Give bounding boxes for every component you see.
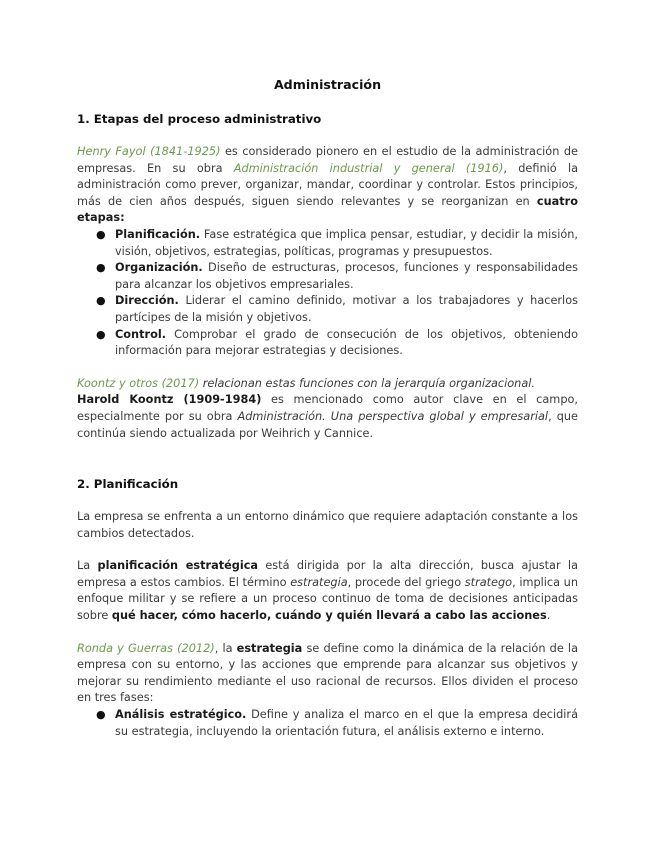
list-item-text: Define y analiza el marco en el que la empresa decidirá su estrategia, incluyendo la orientación futura, el análisis externo e interno.	[115, 708, 578, 738]
citation-koontz: Koontz y otros (2017)	[77, 376, 200, 390]
section-heading-planificacion: 2. Planificación	[77, 477, 179, 492]
list-fases	[77, 707, 578, 740]
bullet-icon: ●	[96, 294, 106, 308]
list-item	[77, 293, 578, 326]
list-item	[77, 227, 578, 260]
text-segment: La	[77, 559, 98, 573]
list-item-text: Diseño de estructuras, procesos, funciones y responsabilidades para alcanzar los objetivos empresariales.	[115, 261, 578, 291]
list-item-term: Análisis estratégico.	[115, 708, 247, 722]
list-item-text: Comprobar el grado de consecución de los objetivos, obteniendo información para mejorar estrategias y decisiones.	[115, 327, 578, 358]
list-etapas	[77, 227, 578, 360]
text-segment: , procede del griego	[347, 575, 465, 589]
bullet-icon: ●	[96, 227, 106, 241]
paragraph-planificacion-estrategica	[77, 558, 578, 624]
bullet-icon: ●	[96, 327, 106, 341]
text-segment: es considerado pionero en el estudio de la administración de empresas. En su obra	[77, 145, 578, 175]
citation-fayol: Henry Fayol (1841-1925)	[77, 145, 221, 158]
list-item-term: Organización.	[115, 261, 203, 275]
paragraph-ronda-guerras	[77, 641, 578, 707]
list-item	[77, 327, 578, 360]
bullet-icon: ●	[96, 708, 106, 722]
list-item-term: Control.	[115, 327, 166, 341]
paragraph-koontz	[77, 376, 578, 442]
emphasis-que-hacer: qué hacer, cómo hacerlo, cuándo y quién llevará a cabo las acciones	[111, 609, 547, 623]
paragraph-entorno: La empresa se enfrenta a un entorno dinámico que requiere adaptación constante a los cambios detectados.	[77, 510, 578, 540]
section-heading-etapas: 1. Etapas del proceso administrativo	[77, 112, 322, 126]
text-segment: está dirigida por la alta dirección, busca ajustar la empresa a estos cambios. El término	[77, 559, 578, 589]
text-segment: , la	[214, 641, 237, 655]
emphasis-planificacion-estrategica: planificación estratégica	[97, 559, 259, 573]
text-segment: .	[546, 609, 551, 623]
list-item	[77, 260, 578, 293]
text-segment: , definió la administración como prever, organizar, mandar, coordinar y controlar. Estos principios, más de cien años después, siguen siendo relevantes y se reorganizan en	[77, 161, 579, 208]
list-item	[77, 707, 578, 740]
emphasis-cuatro-etapas: cuatro etapas:	[77, 194, 578, 225]
paragraph-fayol	[77, 144, 578, 227]
text-segment: relacionan estas funciones con la jerarquía organizacional.	[199, 376, 535, 390]
text-segment: se define como la dinámica de la relación de la empresa con su entorno, y las acciones que emprende para alcanzar sus objetivos y mejorar su rendimiento mediante el uso racional de recursos. Ellos dividen el proceso en tres fases:	[77, 641, 578, 705]
work-title-fayol: Administración industrial y general (1916)	[233, 161, 504, 175]
term-stratego: stratego	[464, 575, 513, 589]
emphasis-harold-koontz: Harold Koontz (1909-1984)	[77, 393, 262, 407]
list-item-term: Planificación.	[115, 227, 201, 241]
citation-ronda-guerras: Ronda y Guerras (2012)	[77, 641, 215, 655]
list-item-term: Dirección.	[115, 294, 179, 308]
list-item-text: Liderar el camino definido, motivar a los trabajadores y hacerlos partícipes de la misión y objetivos.	[115, 294, 578, 324]
document-body	[77, 76, 578, 740]
emphasis-estrategia: estrategia	[236, 641, 303, 655]
text-segment: , que continúa siendo actualizada por Weihrich y Cannice.	[77, 409, 578, 440]
work-title-koontz: Administración. Una perspectiva global y empresarial	[237, 409, 549, 423]
list-item-text: Fase estratégica que implica pensar, estudiar, y decidir la misión, visión, objetivos, estrategias, políticas, programas y presupuestos.	[115, 227, 578, 258]
bullet-icon: ●	[96, 261, 106, 275]
page-title: Administración	[273, 77, 382, 92]
text-segment: , implica un enfoque militar y se refiere a un proceso continuo de toma de decisiones anticipadas sobre	[77, 575, 578, 623]
text-segment: es mencionado como autor clave en el campo, especialmente por su obra	[77, 393, 578, 423]
term-estrategia: estrategia	[290, 575, 348, 589]
